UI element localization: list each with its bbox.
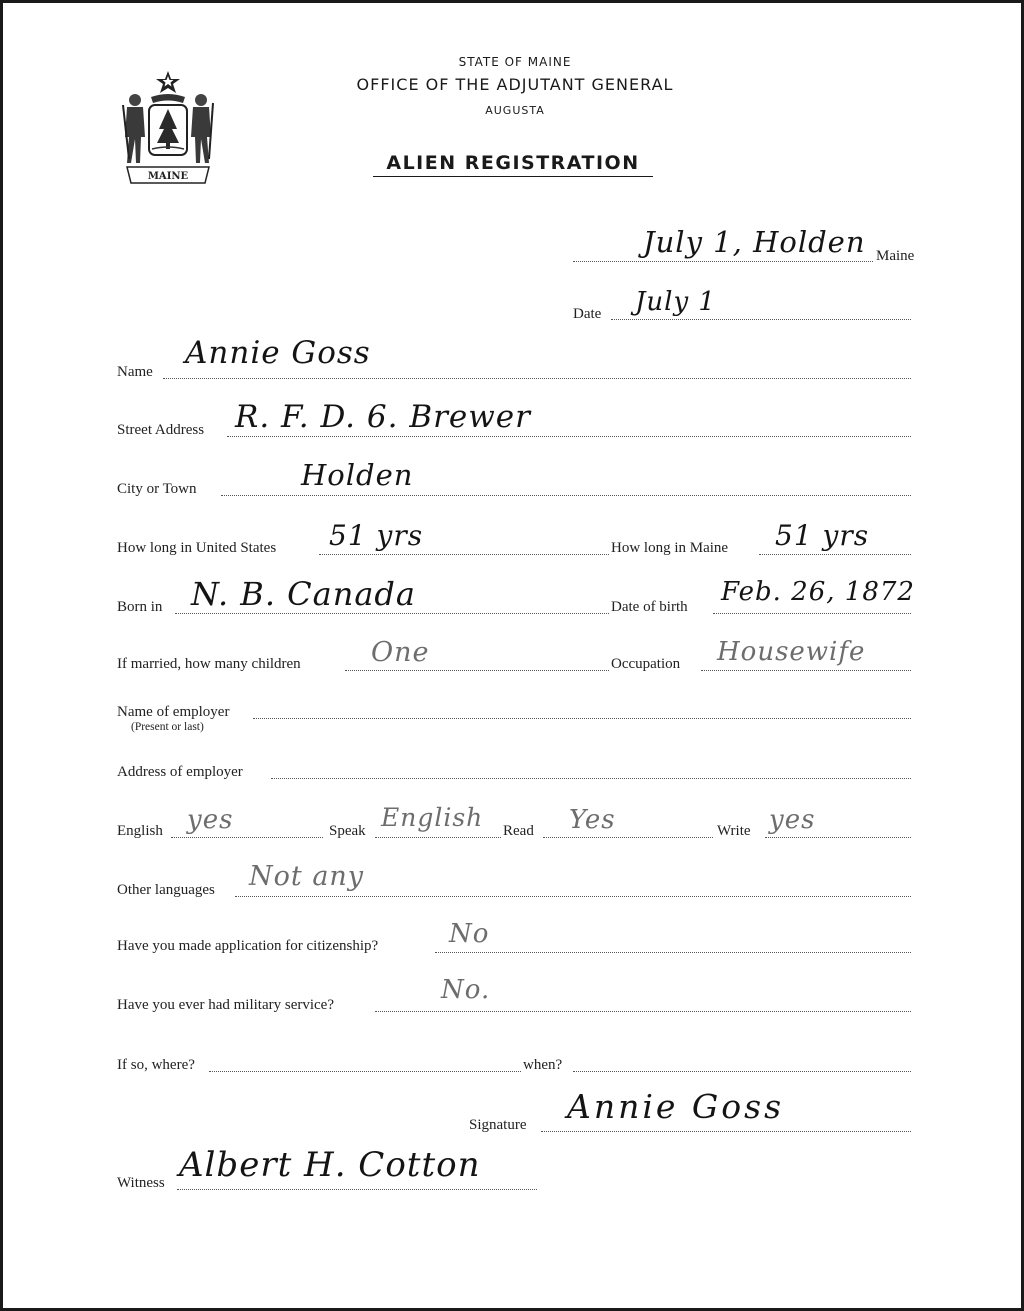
write-value: yes	[769, 805, 816, 835]
other-languages-label: Other languages	[117, 882, 215, 898]
street-address-dots	[227, 436, 911, 437]
other-languages-dots	[235, 896, 911, 897]
english-value: yes	[187, 805, 234, 835]
born-in-value: N. B. Canada	[191, 575, 416, 613]
city-or-town-value: Holden	[301, 458, 414, 492]
street-address-label: Street Address	[117, 422, 205, 438]
signature-dots	[541, 1131, 911, 1132]
name-dots	[163, 378, 911, 379]
speak-dots	[375, 837, 501, 838]
svg-text:MAINE: MAINE	[147, 171, 189, 182]
employer-name-label: Name of employer	[117, 704, 230, 720]
born-in-dots	[175, 613, 609, 614]
when-label: when?	[523, 1057, 563, 1073]
street-address-value: R. F. D. 6. Brewer	[235, 399, 531, 435]
read-value: Yes	[569, 805, 616, 835]
how-long-maine-label: How long in Maine	[611, 540, 729, 556]
read-label: Read	[503, 823, 534, 839]
military-service-dots	[375, 1011, 911, 1012]
if-so-where-dots	[209, 1071, 521, 1072]
date-label: Date	[573, 306, 602, 322]
date-of-birth-value: Feb. 26, 1872	[721, 577, 915, 607]
born-in-label: Born in	[117, 599, 163, 615]
how-long-us-dots	[319, 554, 609, 555]
occupation-label: Occupation	[611, 656, 681, 672]
citizenship-label: Have you made application for citizenship?	[117, 938, 379, 954]
date-dots	[611, 319, 911, 320]
other-languages-value: Not any	[249, 861, 365, 892]
date-value: July 1	[635, 287, 716, 317]
header-office: OFFICE OF THE ADJUTANT GENERAL	[356, 75, 674, 94]
occupation-value: Housewife	[717, 637, 866, 667]
place-line-value: July 1, Holden	[643, 225, 866, 259]
write-dots	[765, 837, 911, 838]
name-label: Name	[117, 364, 153, 380]
citizenship-value: No	[449, 919, 490, 949]
employer-name-dots	[253, 718, 911, 719]
speak-value: English	[381, 803, 484, 832]
employer-address-dots	[271, 778, 911, 779]
employer-address-label: Address of employer	[117, 764, 243, 780]
english-dots	[171, 837, 323, 838]
city-or-town-label: City or Town	[117, 481, 197, 497]
date-of-birth-label: Date of birth	[611, 599, 688, 615]
military-service-value: No.	[441, 975, 491, 1005]
when-dots	[573, 1071, 911, 1072]
place-line-dots	[573, 261, 873, 262]
form-title: ALIEN REGISTRATION	[373, 152, 653, 177]
if-so-where-label: If so, where?	[117, 1057, 195, 1073]
city-or-town-dots	[221, 495, 911, 496]
signature-value: Annie Goss	[567, 1087, 785, 1126]
english-label: English	[117, 823, 163, 839]
header-state: STATE OF MAINE	[458, 55, 572, 69]
write-label: Write	[717, 823, 751, 839]
signature-label: Signature	[469, 1117, 527, 1133]
place-line-suffix: Maine	[876, 248, 915, 264]
how-long-us-value: 51 yrs	[329, 519, 424, 552]
military-service-label: Have you ever had military service?	[117, 997, 334, 1013]
header-city: AUGUSTA	[485, 104, 545, 117]
children-label: If married, how many children	[117, 656, 301, 672]
how-long-maine-dots	[759, 554, 911, 555]
children-dots	[345, 670, 609, 671]
witness-value: Albert H. Cotton	[179, 1145, 481, 1185]
date-of-birth-dots	[713, 613, 911, 614]
how-long-us-label: How long in United States	[117, 540, 277, 556]
witness-label: Witness	[117, 1175, 165, 1191]
citizenship-dots	[435, 952, 911, 953]
children-value: One	[371, 637, 430, 668]
read-dots	[543, 837, 713, 838]
speak-label: Speak	[329, 823, 366, 839]
witness-dots	[177, 1189, 537, 1190]
occupation-dots	[701, 670, 911, 671]
how-long-maine-value: 51 yrs	[775, 519, 870, 552]
employer-name-sublabel: (Present or last)	[131, 721, 204, 733]
name-value: Annie Goss	[185, 335, 371, 371]
